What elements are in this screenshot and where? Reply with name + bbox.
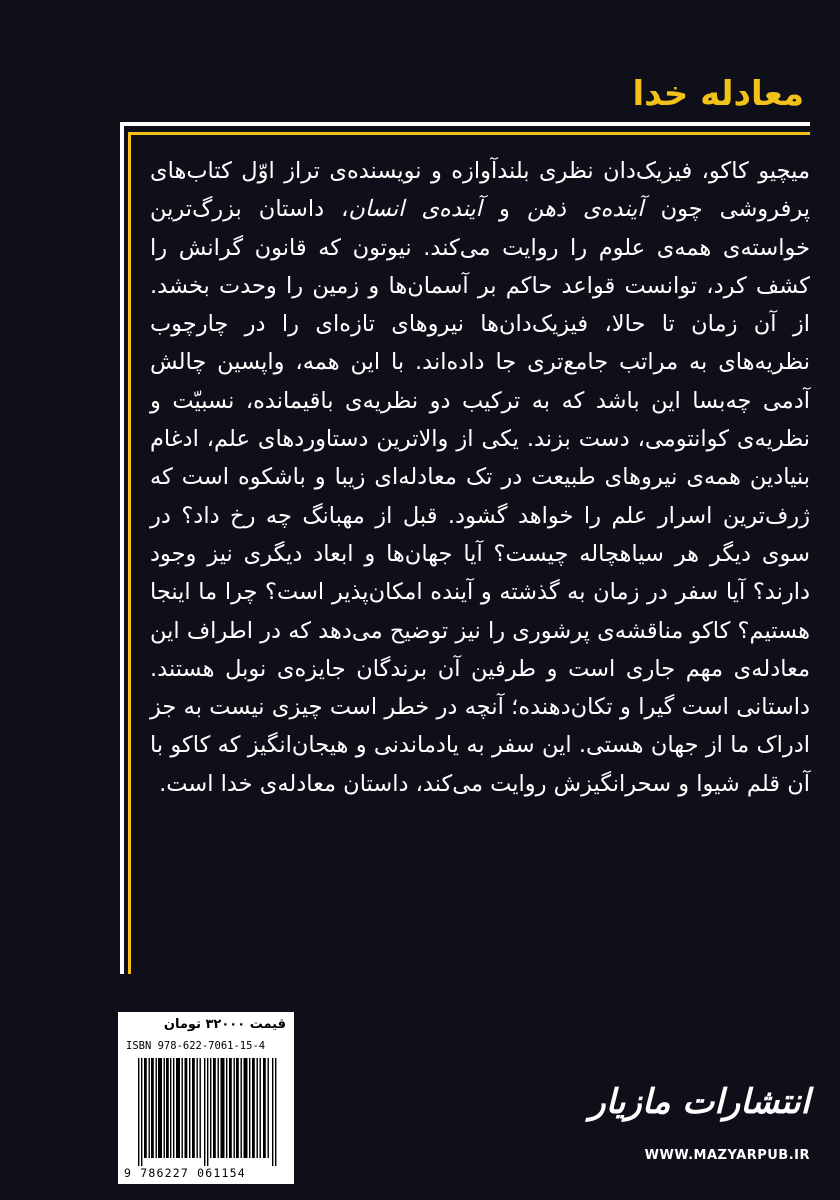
barcode-image	[138, 1058, 278, 1166]
publisher-website: WWW.MAZYARPUB.IR	[644, 1148, 810, 1163]
book-reference-title: آینده‌ی انسان	[348, 196, 482, 223]
publisher-logo-text: انتشارات مازیار	[589, 1082, 810, 1122]
back-cover-description	[150, 152, 810, 803]
publisher-logo	[589, 1082, 810, 1132]
barcode-panel	[118, 1012, 294, 1184]
price-label: قیمت ۳۲۰۰۰ تومان	[163, 1017, 286, 1032]
book-reference-title: آینده‌ی ذهن	[526, 196, 644, 223]
book-title: معادله خدا	[632, 74, 804, 114]
isbn-label: ISBN 978-622-7061-15-4	[126, 1040, 266, 1052]
description-lead: میچیو کاکو، فیزیک‌دان نظری بلندآوازه و نویسنده‌ی تراز اوّل کتاب‌های پرفروشی چون	[150, 158, 811, 223]
description-rest: ، داستان بزرگ‌ترین خواسته‌ی همه‌ی علوم را روایت می‌کند. نیوتون که قانون گرانش را کشف کرد، توانست قواعد حاکم بر آسمان‌ها و زمین را وحدت بخشد. از آن زمان تا حالا، فیزیک‌دان‌ها نیروهای تازه‌ای را در چارچوب نظریه‌های به مراتب جامع‌تری جا داده‌اند. با این همه، واپسین چالش آدمی چه‌بسا این باشد که به ترکیب دو نظریه‌ی باقیمانده، نسبیّت و نظریه‌ی کوانتومی، دست بزند. یکی از والاترین دستاوردهای علم، ادغام بنیادین همه‌ی نیروهای طبیعت در تک معادله‌ای زیبا و باشکوه است که ژرف‌ترین اسرار علم را خواهد گشود. قبل از مهبانگ چه رخ داد؟ در سوی دیگر هر سیاهچاله چیست؟ آیا جهان‌ها و ابعاد دیگری نیز وجود دارند؟ آیا سفر در زمان به گذشته و آینده امکان‌پذیر است؟ چرا ما اینجا هستیم؟ کاکو مناقشه‌ی پرشوری را نیز توضیح می‌دهد که در اطراف این معادله‌ی مهم جاری است و طرفین آن برندگان جایزه‌ی نوبل هستند. داستانی است گیرا و تکان‌دهنده؛ آنچه در خطر است چیزی نیست به جز ادراک ما از جهان هستی. این سفر به یادماندنی و هیجان‌انگیز که کاکو با آن قلم شیوا و سحرانگیزش روایت می‌کند، داستان معادله‌ی خدا است.	[150, 196, 810, 797]
description-conjunction: و	[499, 196, 510, 223]
isbn-digits: 9 786227 061154	[124, 1166, 246, 1180]
